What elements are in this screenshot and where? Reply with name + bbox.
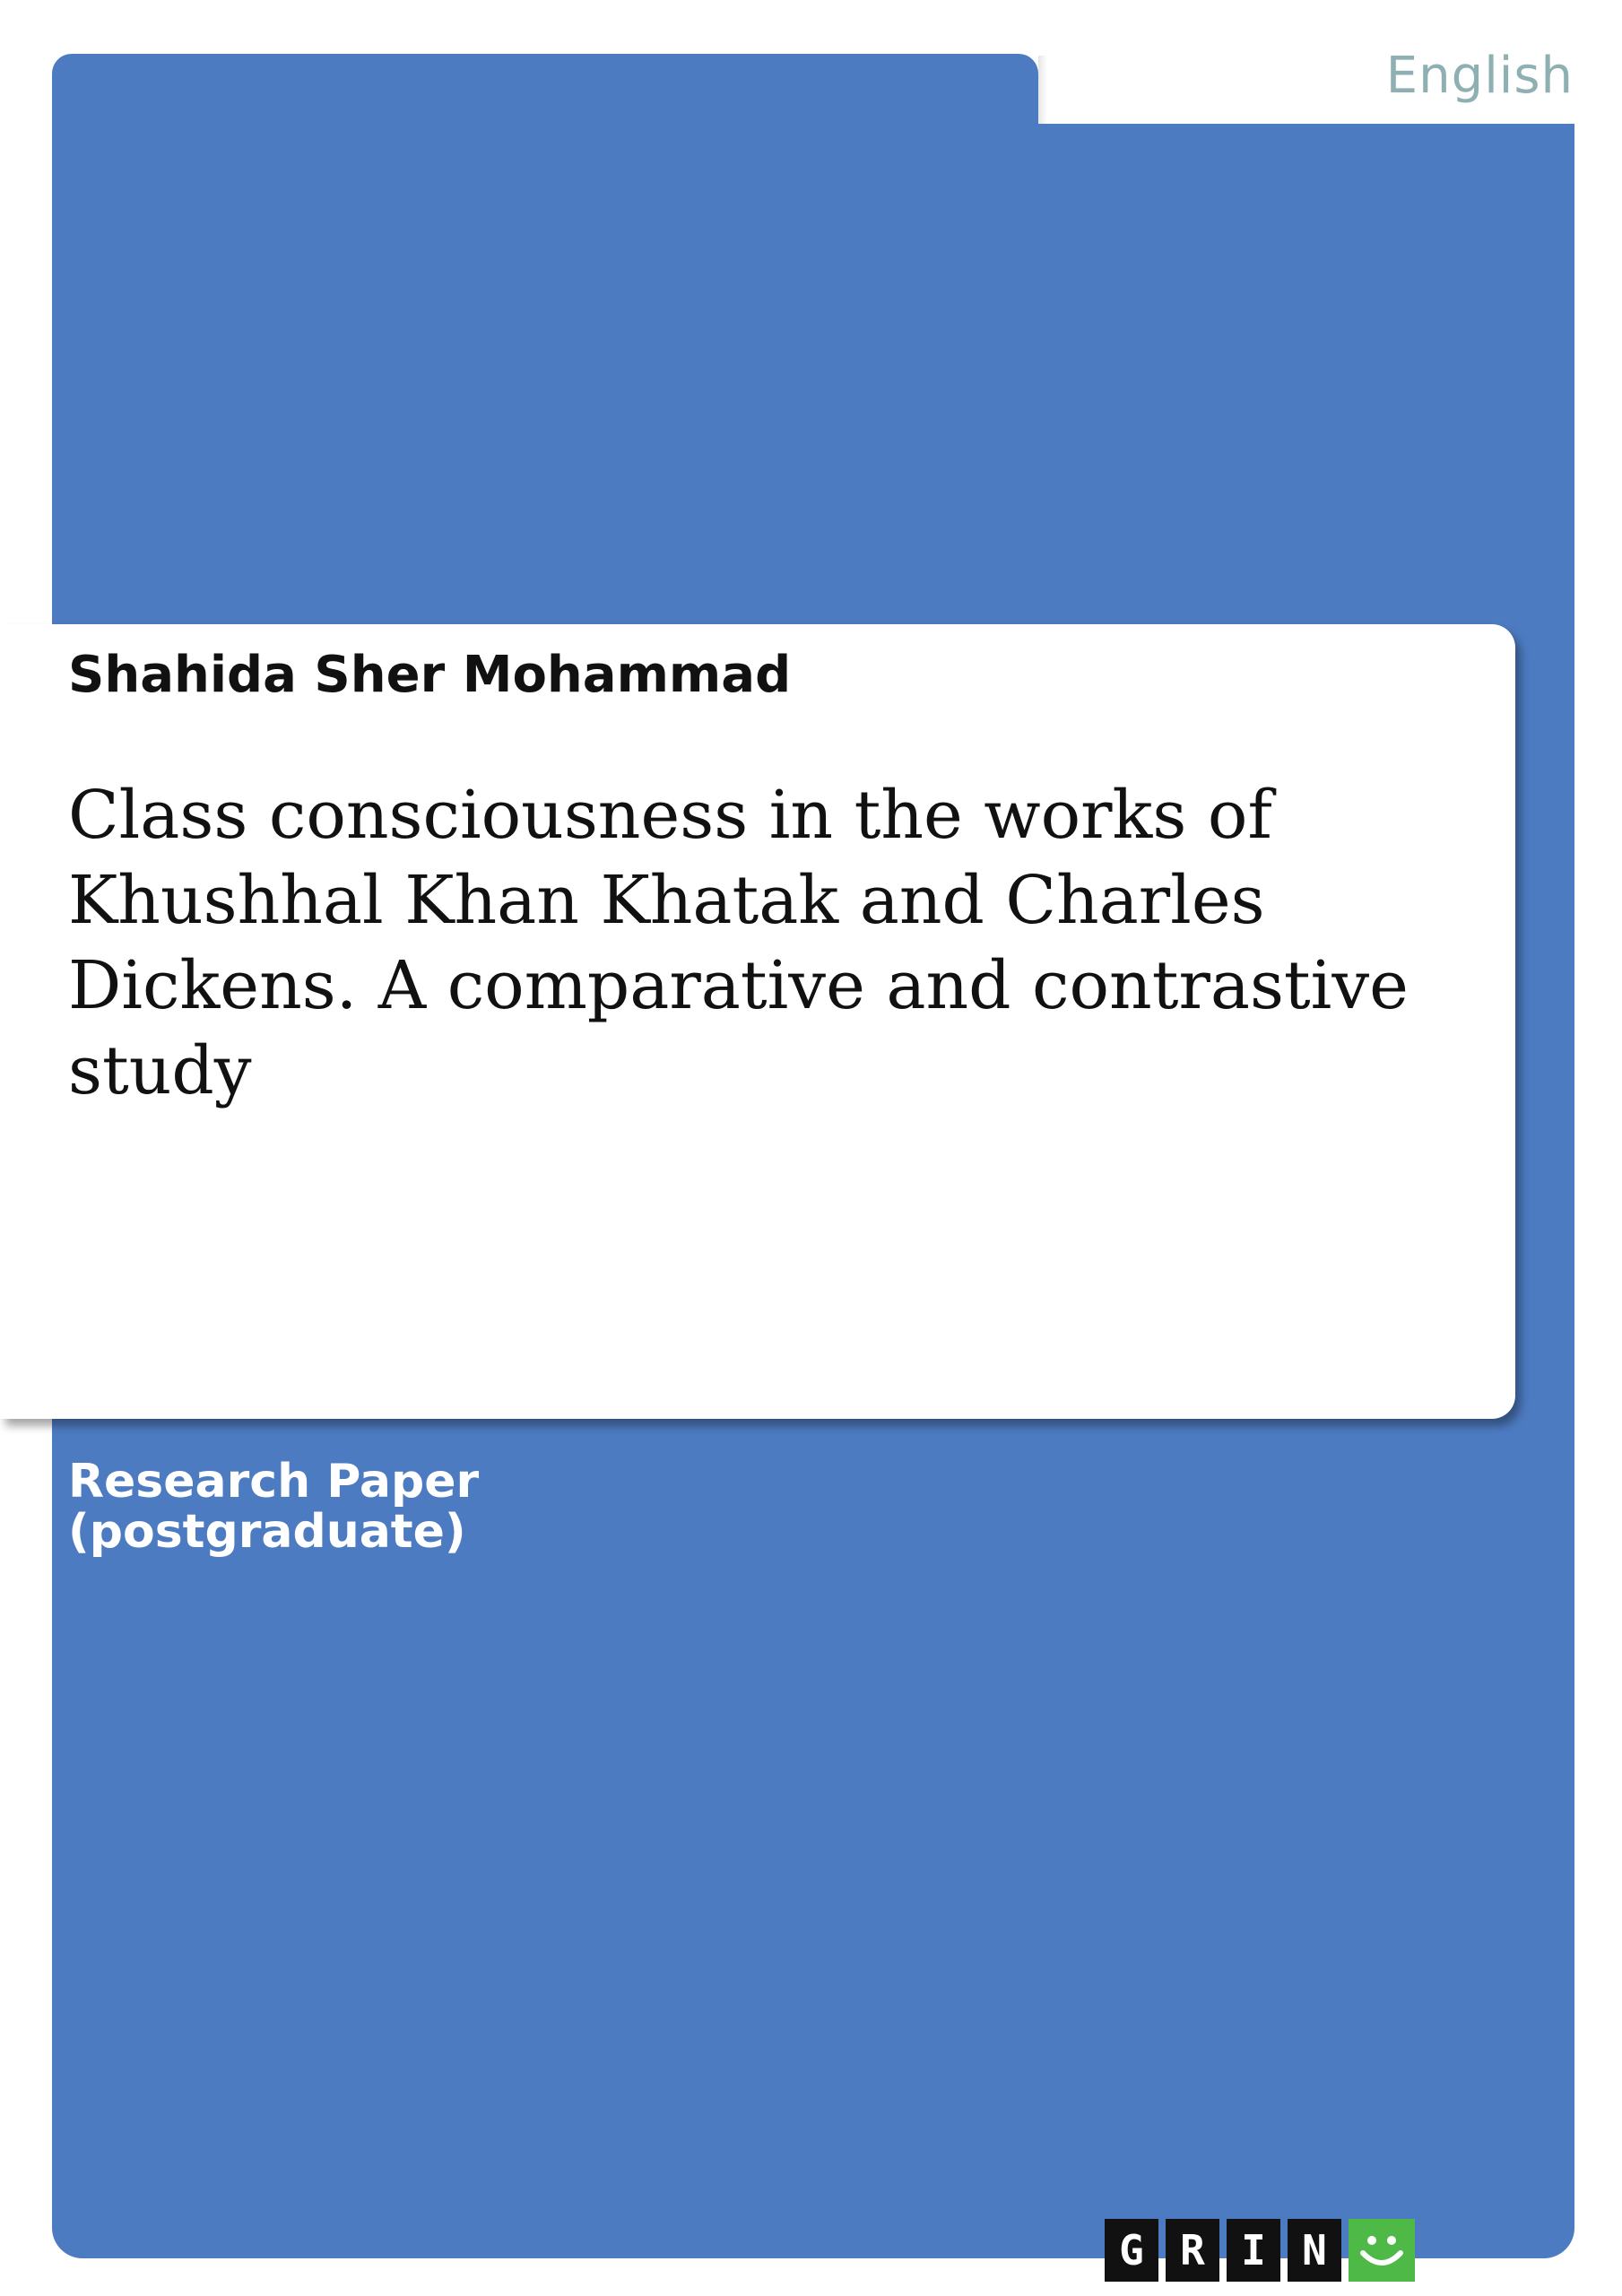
- grin-publisher-logo: [1105, 2219, 1415, 2282]
- book-title: [68, 773, 1431, 1114]
- book-title-line: Class consciousness in the works of: [68, 777, 1272, 854]
- book-title-line: Khushhal Khan Khatak and Charles: [68, 862, 1265, 939]
- book-title-line: Dickens. A comparative and contrastive: [68, 947, 1409, 1024]
- book-title-line: study: [68, 1032, 252, 1109]
- author-name: Shahida Sher Mohammad: [68, 646, 792, 704]
- logo-letter-n: N: [1288, 2219, 1341, 2282]
- category-line: (postgraduate): [68, 1505, 466, 1559]
- logo-letter-i: I: [1227, 2219, 1280, 2282]
- logo-letter-r: R: [1166, 2219, 1219, 2282]
- language-label[interactable]: English: [1385, 47, 1574, 105]
- cover-tab-shadow: [1038, 56, 1047, 124]
- logo-letter-g: G: [1105, 2219, 1158, 2282]
- smiley-icon: [1349, 2219, 1415, 2282]
- document-category: [68, 1457, 479, 1557]
- category-line: Research Paper: [68, 1455, 480, 1509]
